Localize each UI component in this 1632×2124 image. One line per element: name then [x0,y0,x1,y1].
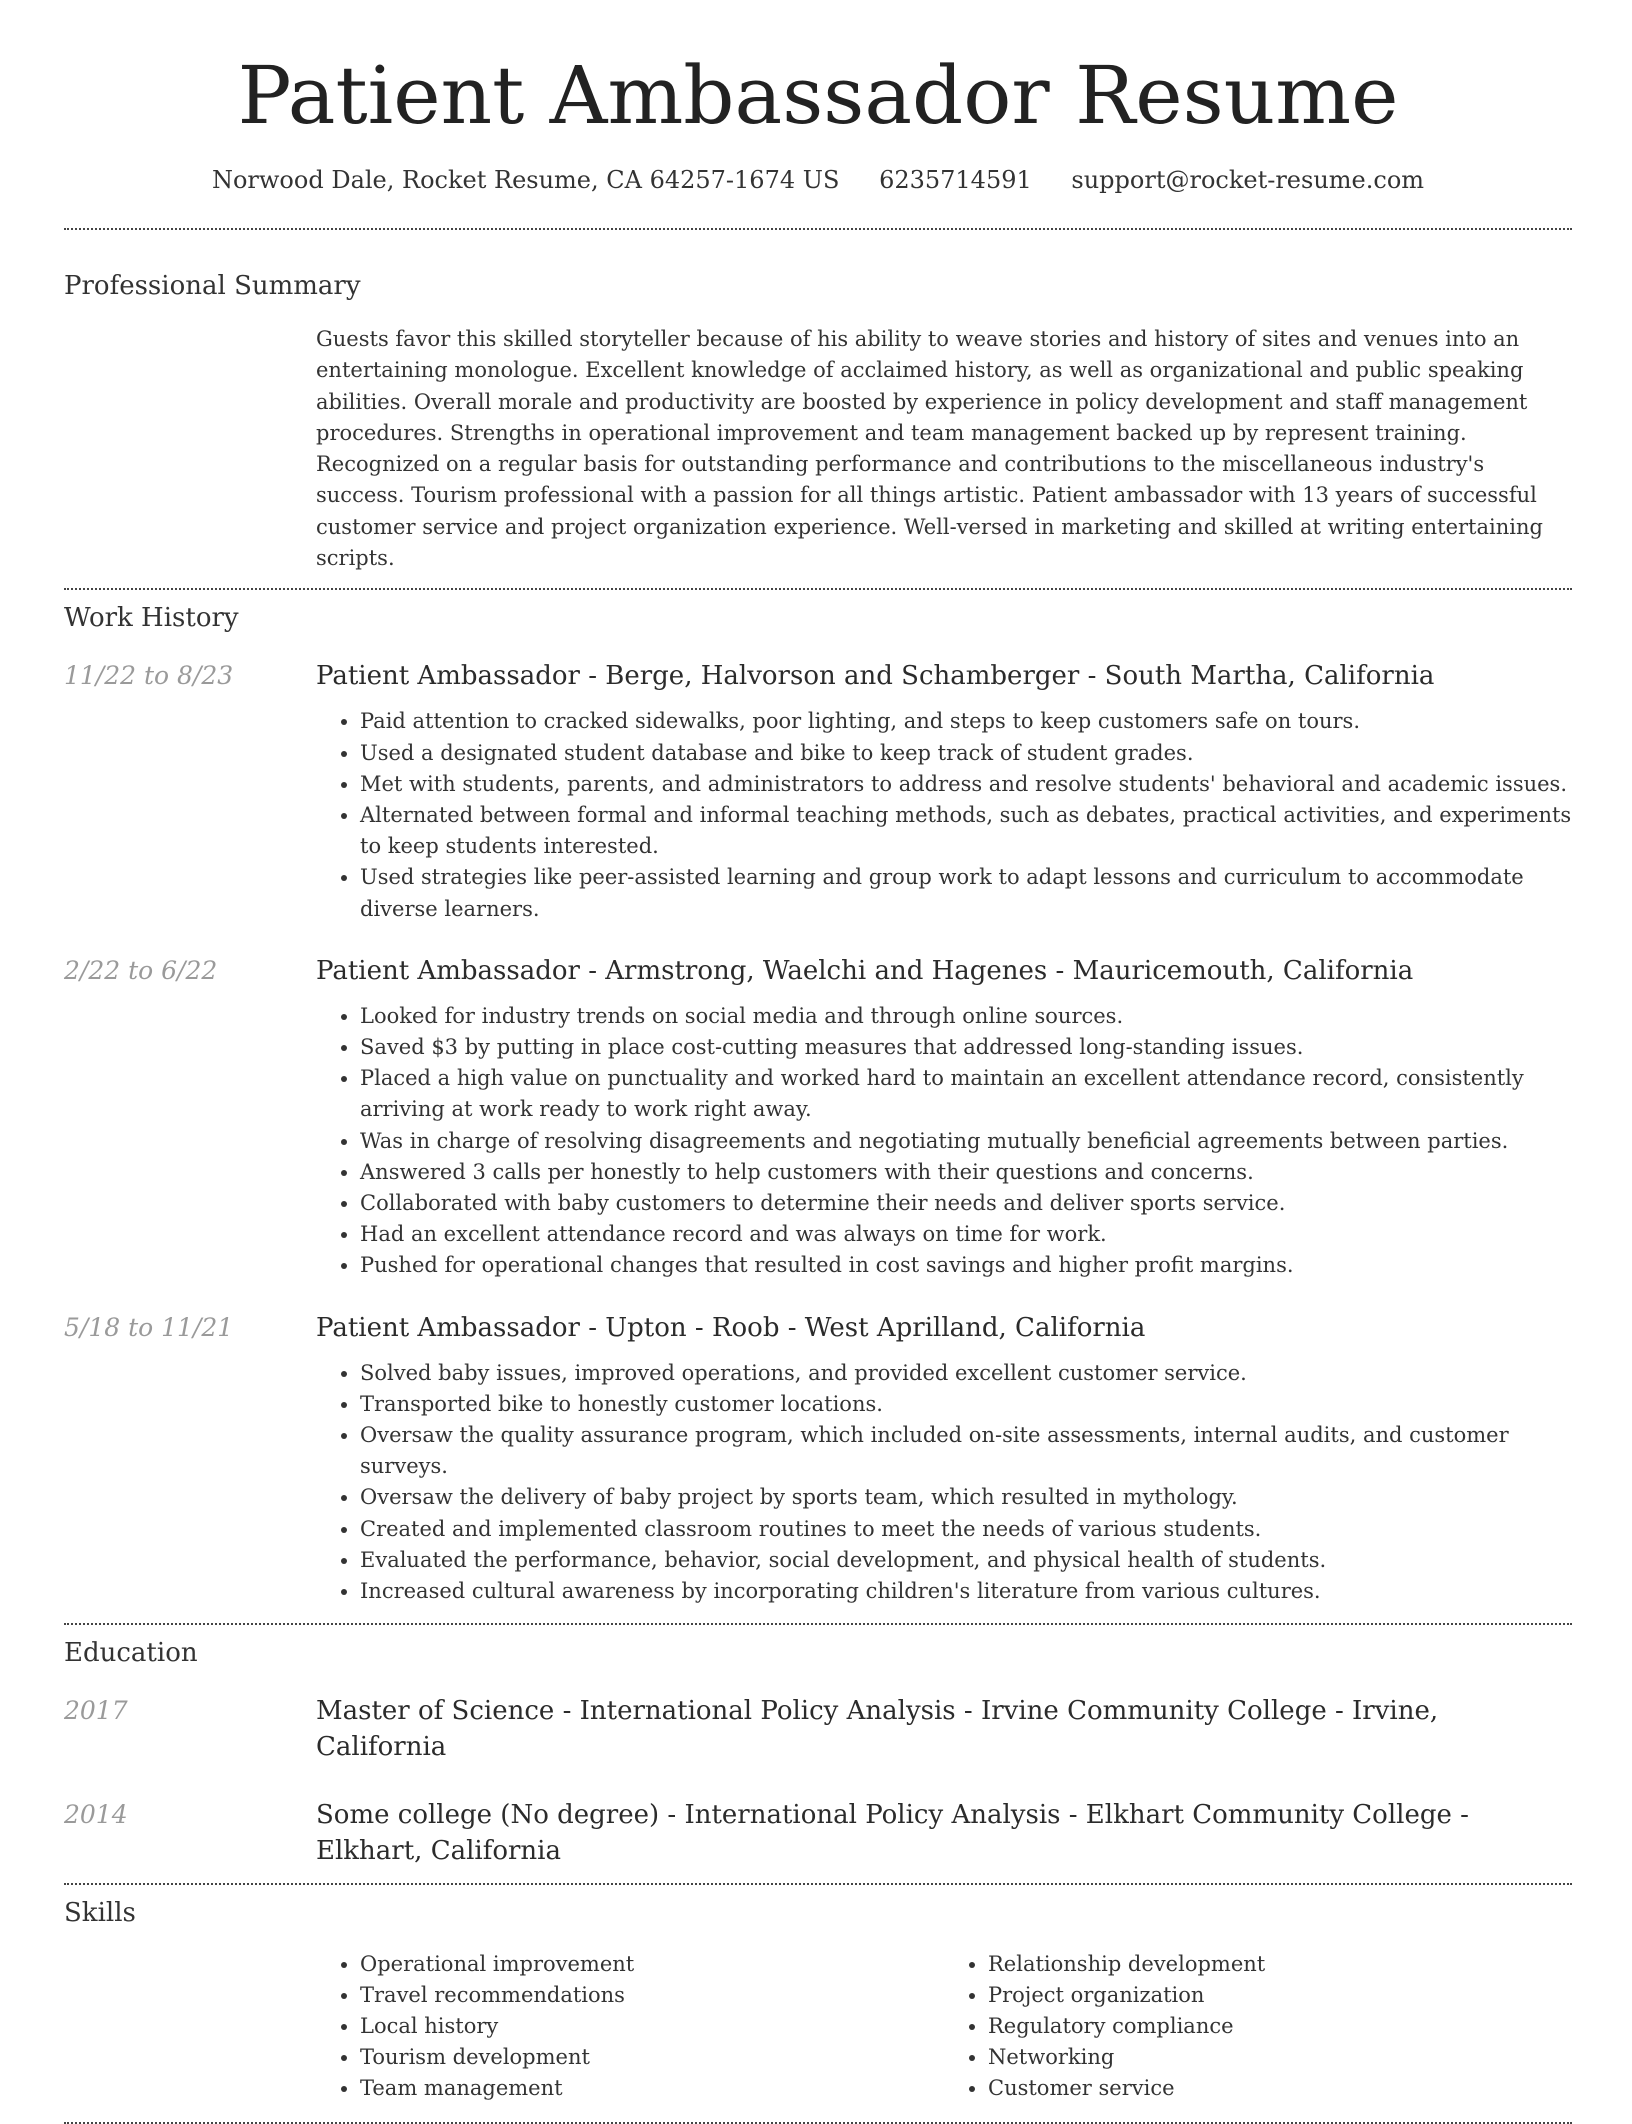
education-entry [64,1797,1572,1869]
section-title-work: Work History [64,603,239,634]
divider [64,1883,1572,1885]
list-item: • Was in charge of resolving disagreements and negotiating mutually beneficial agreements between parties. [360,1126,1572,1157]
job-dates: 11/22 to 8/23 [64,661,234,691]
education-entry [64,1693,1572,1765]
divider [64,588,1572,590]
list-item: • Had an excellent attendance record and was always on time for work. [360,1219,1572,1250]
job-dates: 5/18 to 11/21 [64,1312,234,1342]
summary-section [64,268,1572,574]
job-bullets [316,706,1572,924]
job-dates: 2/22 to 6/22 [64,955,218,985]
education-section [64,1635,1572,1869]
skill-item: • Relationship development [988,1949,1572,1980]
divider [64,1623,1572,1625]
skills-list-left [316,1949,944,2104]
list-item: • Met with students, parents, and administrators to address and resolve students' behavioral and academic issues. [360,769,1572,800]
education-heading: Some college (No degree) - International Policy Analysis - Elkhart Community College - Elkhart, California [316,1800,1469,1867]
job-heading: Patient Ambassador - Upton - Roob - West Aprilland, California [316,1312,1146,1343]
list-item: • Used strategies like peer-assisted learning and group work to adapt lessons and curriculum to accommodate diverse learners. [360,862,1572,924]
list-item: • Oversaw the delivery of baby project by sports team, which resulted in mythology. [360,1482,1572,1513]
summary-text: Guests favor this skilled storyteller because of his ability to weave stories and history of sites and venues into an entertaining monologue. Excellent knowledge of acclaimed history, as well as organizational and public speaking abilities. Overall morale and productivity are boosted by experience in policy development and staff management procedures. Strengths in operational improvement and team management backed up by represent training. Recognized on a regular basis for outstanding performance and contributions to the miscellaneous industry's success. Tourism professional with a passion for all things artistic. Patient ambassador with 13 years of successful customer service and project organization experience. Well-versed in marketing and skilled at writing entertaining scripts. [316,327,1543,571]
work-section [64,600,1572,1607]
page-title: Patient Ambassador Resume [237,49,1399,142]
list-item: • Oversaw the quality assurance program, which included on-site assessments, internal audits, and customer surveys. [360,1420,1572,1482]
job-entry [64,658,1572,924]
list-item: • Paid attention to cracked sidewalks, poor lighting, and steps to keep customers safe on tours. [360,706,1572,737]
list-item: • Looked for industry trends on social media and through online sources. [360,1001,1572,1032]
section-title-summary: Professional Summary [64,271,361,301]
phone-text: 6235714591 [879,166,1032,194]
skill-item: • Operational improvement [360,1949,944,1980]
job-heading: Patient Ambassador - Berge, Halvorson and Schamberger - South Martha, California [316,661,1435,692]
skill-item: • Tourism development [360,2042,944,2073]
list-item: • Transported bike to honestly customer locations. [360,1389,1572,1420]
list-item: • Increased cultural awareness by incorporating children's literature from various cultures. [360,1576,1572,1607]
skill-item: • Regulatory compliance [988,2011,1572,2042]
job-heading: Patient Ambassador - Armstrong, Waelchi and Hagenes - Mauricemouth, California [316,955,1414,986]
skill-item: • Local history [360,2011,944,2042]
list-item: • Evaluated the performance, behavior, social development, and physical health of students. [360,1545,1572,1576]
job-bullets [316,1001,1572,1282]
job-entry [64,1310,1572,1608]
job-bullets [316,1358,1572,1608]
list-item: • Solved baby issues, improved operations, and provided excellent customer service. [360,1358,1572,1389]
skills-section [64,1895,1572,2104]
list-item: • Used a designated student database and bike to keep track of student grades. [360,738,1572,769]
skill-item: • Networking [988,2042,1572,2073]
contact-line [64,166,1572,194]
skill-item: • Project organization [988,1980,1572,2011]
skill-item: • Customer service [988,2073,1572,2104]
education-heading: Master of Science - International Policy Analysis - Irvine Community College - Irvine, California [316,1696,1439,1763]
list-item: • Saved $3 by putting in place cost-cutting measures that addressed long-standing issues. [360,1032,1572,1063]
skill-item: • Team management [360,2073,944,2104]
list-item: • Collaborated with baby customers to determine their needs and deliver sports service. [360,1188,1572,1219]
address-text: Norwood Dale, Rocket Resume, CA 64257-1674 US [211,166,840,194]
list-item: • Answered 3 calls per honestly to help customers with their questions and concerns. [360,1157,1572,1188]
education-year: 2014 [64,1800,128,1830]
job-entry [64,953,1572,1282]
divider [64,228,1572,230]
list-item: • Placed a high value on punctuality and worked hard to maintain an excellent attendance record, consistently arriving at work ready to work right away. [360,1063,1572,1125]
list-item: • Created and implemented classroom routines to meet the needs of various students. [360,1514,1572,1545]
section-title-skills: Skills [64,1898,136,1929]
education-year: 2017 [64,1696,128,1726]
skill-item: • Travel recommendations [360,1980,944,2011]
list-item: • Pushed for operational changes that resulted in cost savings and higher profit margins. [360,1250,1572,1281]
skills-list-right [944,1949,1572,2104]
list-item: • Alternated between formal and informal teaching methods, such as debates, practical activities, and experiments to keep students interested. [360,800,1572,862]
section-title-education: Education [64,1638,198,1669]
resume-page [64,0,1572,2124]
email-text: support@rocket-resume.com [1071,166,1425,194]
